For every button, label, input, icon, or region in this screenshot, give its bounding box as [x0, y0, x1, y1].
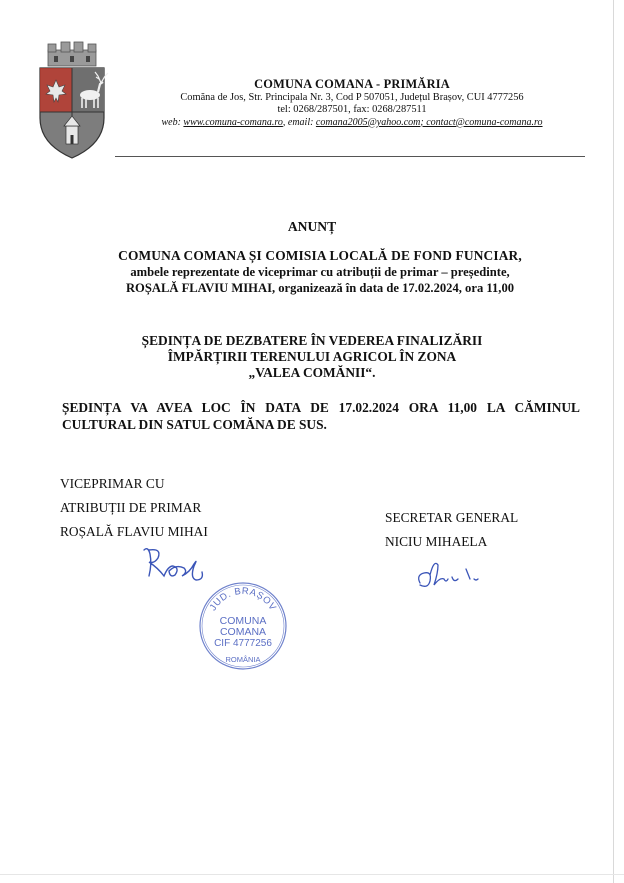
email-link-2[interactable]: ; contact@comuna-comana.ro: [420, 116, 543, 128]
institution-contacts: [112, 117, 592, 130]
official-stamp-icon: [197, 580, 289, 672]
letterhead: [112, 78, 592, 129]
handwritten-signature-left: [140, 542, 210, 582]
stamp-arc-text: JUD. BRAȘOV: [207, 585, 279, 613]
web-label: web:: [161, 116, 181, 128]
left-title-line-2: ATRIBUȚII DE PRIMAR: [60, 500, 202, 515]
right-signatory-name: NICIU MIHAELA: [385, 534, 488, 549]
institution-address: Comăna de Jos, Str. Principala Nr. 3, Cod P 507051, Județul Brașov, CUI 4777256: [180, 91, 524, 103]
right-title: SECRETAR GENERAL: [385, 510, 519, 525]
topic-line-1: ȘEDINȚA DE DEZBATERE ÎN VEDEREA FINALIZĂRII: [141, 333, 483, 348]
header-divider: [115, 156, 585, 157]
web-link[interactable]: www.comuna-comana.ro: [183, 116, 283, 128]
left-title-line-1: VICEPRIMAR CU: [60, 476, 165, 491]
page-edge: [613, 0, 614, 883]
topic-line-2: ÎMPĂRȚIRII TERENULUI AGRICOL ÎN ZONA: [167, 349, 457, 364]
stamp-line-2: COMANA: [219, 626, 267, 638]
email-link-1[interactable]: comana2005@yahoo.com: [315, 116, 421, 128]
announcement-intro: [60, 248, 580, 296]
page-edge-bottom: [0, 874, 624, 875]
intro-line-2: ambele reprezentate de viceprimar cu atribuții de primar – președinte,: [130, 265, 510, 279]
svg-text:JUD. BRAȘOV: [208, 586, 279, 613]
topic-line-3: „VALEA COMĂNII“.: [248, 365, 376, 380]
stamp-bottom-text: ROMÂNIA: [225, 655, 261, 664]
handwritten-signature-right: [414, 557, 484, 591]
intro-line-1: COMUNA COMANA ȘI COMISIA LOCALĂ DE FOND FUNCIAR,: [118, 248, 522, 263]
announcement-location: ȘEDINȚA VA AVEA LOC ÎN DATA DE 17.02.2024 ORA 11,00 LA CĂMINUL CULTURAL DIN SATUL COMĂNA DE SUS.: [62, 400, 580, 432]
email-label: , email:: [282, 116, 314, 128]
stamp-line-1: COMUNA: [219, 615, 267, 627]
signature-block-left: [60, 472, 208, 544]
institution-name: COMUNA COMANA - PRIMĂRIA: [254, 77, 450, 91]
coat-of-arms-icon: [32, 40, 112, 162]
intro-line-3: ROȘALĂ FLAVIU MIHAI, organizează în data de 17.02.2024, ora 11,00: [125, 281, 515, 295]
stamp-line-3: CIF 4777256: [214, 638, 272, 649]
institution-phone-fax: tel: 0268/287501, fax: 0268/287511: [277, 104, 427, 116]
left-signatory-name: ROȘALĂ FLAVIU MIHAI: [60, 524, 208, 539]
announcement-title: ANUNȚ: [287, 219, 337, 234]
signature-block-right: [385, 506, 518, 554]
announcement-topic: [0, 333, 624, 381]
